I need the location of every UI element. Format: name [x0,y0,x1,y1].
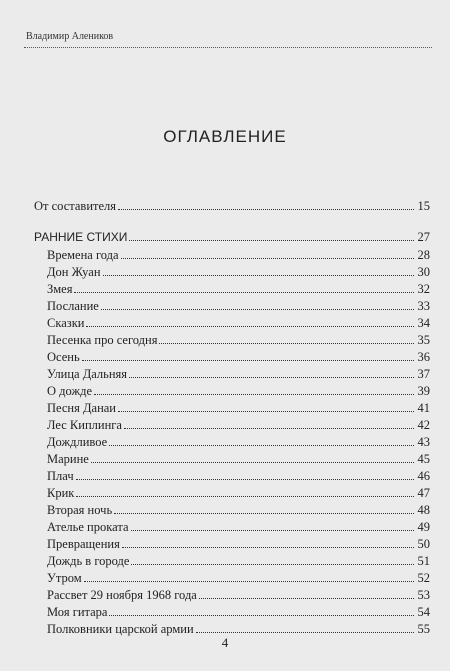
toc-entry-title: Дон Жуан [47,265,101,279]
dot-leader [91,461,414,463]
dot-leader [129,239,414,241]
dot-leader [121,257,414,259]
dot-leader [118,410,414,412]
toc-entry-page: 52 [417,571,430,585]
dot-leader [109,614,414,616]
toc-entry [47,501,430,517]
toc-entry-title: Превращения [47,537,120,551]
toc-entry [47,535,430,551]
toc-entry [47,399,430,415]
toc-entry [47,552,430,568]
dot-leader [118,208,414,210]
toc-entry-title: Ателье проката [47,520,129,534]
dot-leader [114,512,414,514]
dot-leader [74,291,414,293]
toc-entry-title: Полковники царской армии [47,622,194,636]
toc-entry-page: 15 [417,199,430,213]
page-number: 4 [221,635,229,650]
toc-entry-title: От составителя [34,199,117,213]
dot-leader [199,597,414,599]
dot-leader [159,342,414,344]
toc-entry-title: Марине [47,452,89,466]
toc-entry [47,331,430,347]
toc-entry [47,603,430,619]
toc-entry-page: 32 [417,282,430,296]
toc-entry [47,382,430,398]
toc-entry [47,246,430,262]
toc-entry-title: Песенка про сегодня [47,333,158,347]
toc-entry-page: 42 [417,418,430,432]
toc-entry-title: Осень [47,350,80,364]
toc-entry-title: Улица Дальняя [47,367,128,381]
dot-leader [101,308,414,310]
toc-entry-page: 47 [417,486,430,500]
dot-leader [103,274,414,276]
toc-entry-title: Моя гитара [47,605,108,619]
toc-entry [47,348,430,364]
toc-entry-page: 49 [417,520,430,534]
toc-entry-title: Дождь в городе [47,554,130,568]
toc-entry-title: Дождливое [47,435,108,449]
dot-leader [122,546,414,548]
toc-entry [47,467,430,483]
toc-entry [47,297,430,313]
toc-entry-page: 39 [417,384,430,398]
toc-entry [47,314,430,330]
toc-entry-title: Времена года [47,248,119,262]
toc-entry [47,569,430,585]
toc-entry-page: 30 [417,265,430,279]
toc-entry-page: 55 [417,622,430,636]
toc-entry-title: Крик [47,486,75,500]
toc-entry-title: Лес Киплинга [47,418,122,432]
toc-entry-title: Плач [47,469,74,483]
toc-entry [47,280,430,296]
toc-entry-page: 54 [417,605,430,619]
toc-entry-title: Змея [47,282,73,296]
toc-entry-page: 27 [417,230,430,244]
dot-leader [86,325,414,327]
toc-entry [47,484,430,500]
dot-leader [76,495,414,497]
toc-entry-title: Рассвет 29 ноября 1968 года [47,588,197,602]
toc-entry [47,620,430,636]
toc-entry-page: 37 [417,367,430,381]
toc-entry-page: 46 [417,469,430,483]
dot-leader [124,427,414,429]
toc-entry-page: 53 [417,588,430,602]
toc-section-early-poems [34,228,430,244]
dot-leader [82,359,414,361]
toc-entry-page: 36 [417,350,430,364]
dot-leader [131,563,414,565]
page-title: ОГЛАВЛЕНИЕ [163,127,287,146]
toc-entry [47,365,430,381]
toc-entry-title: Утром [47,571,82,585]
dot-leader [109,444,414,446]
toc-entry [47,416,430,432]
toc-entry [47,450,430,466]
toc-entry-page: 50 [417,537,430,551]
toc-entry-foreword [34,197,430,213]
dot-leader [131,529,415,531]
toc-entry-title: Песня Данаи [47,401,117,415]
toc-entry [47,433,430,449]
toc-entry-page: 45 [417,452,430,466]
toc-entry-page: 48 [417,503,430,517]
toc-entry-page: 35 [417,333,430,347]
toc-entry-page: 28 [417,248,430,262]
toc-entry-title: О дожде [47,384,92,398]
toc-entry [47,263,430,279]
toc-entry-page: 43 [417,435,430,449]
dot-leader [129,376,414,378]
dot-leader [76,478,414,480]
running-header: Владимир Алеников [26,31,114,42]
header-divider [24,47,432,48]
toc-section-title: РАННИЕ СТИХИ [34,230,128,244]
toc-entry-page: 41 [417,401,430,415]
dot-leader [94,393,414,395]
toc-entry-page: 34 [417,316,430,330]
toc-entry-title: Послание [47,299,99,313]
toc-entry-title: Сказки [47,316,85,330]
toc-entry [47,586,430,602]
toc-entry [47,518,430,534]
toc-entry-page: 33 [417,299,430,313]
dot-leader [84,580,414,582]
toc-entry-page: 51 [417,554,430,568]
toc-entry-title: Вторая ночь [47,503,113,517]
dot-leader [196,631,414,633]
